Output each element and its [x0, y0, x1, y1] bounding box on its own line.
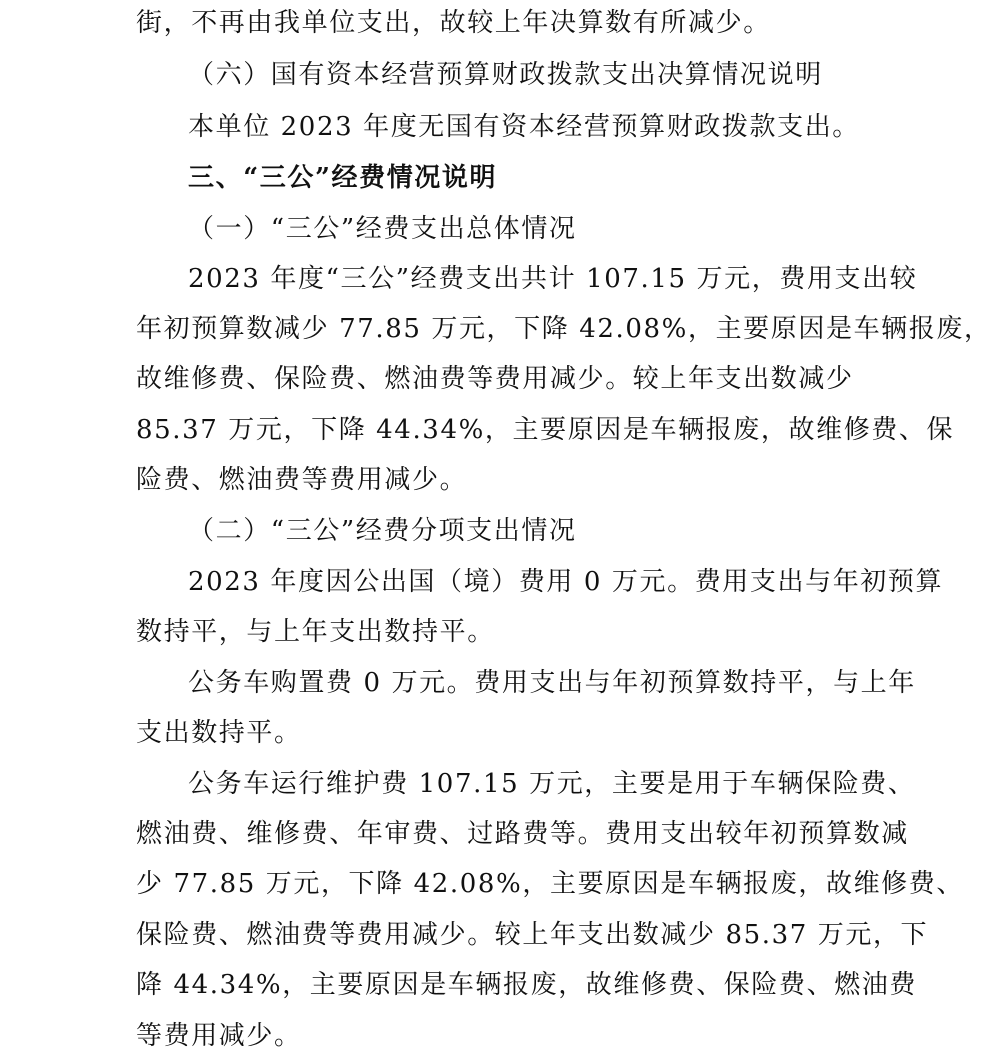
text-line: 保险费、燃油费等费用减少。较上年支出数减少 85.37 万元，下 [136, 920, 929, 950]
text-line: 险费、燃油费等费用减少。 [136, 465, 468, 495]
subsection-heading: （一）“三公”经费支出总体情况 [188, 214, 577, 244]
subsection-heading: （二）“三公”经费分项支出情况 [188, 516, 577, 546]
text-line: 燃油费、维修费、年审费、过路费等。费用支出较年初预算数减 [136, 819, 909, 849]
text-line: 等费用减少。 [136, 1021, 302, 1051]
text-line: 数持平，与上年支出数持平。 [136, 617, 495, 647]
text-line: 降 44.34%，主要原因是车辆报废，故维修费、保险费、燃油费 [136, 970, 918, 1000]
text-line: 故维修费、保险费、燃油费等费用减少。较上年支出数减少 [136, 364, 854, 394]
section-heading: （六）国有资本经营预算财政拨款支出决算情况说明 [188, 60, 823, 90]
text-line: 本单位 2023 年度无国有资本经营预算财政拨款支出。 [188, 112, 860, 142]
text-line: 公务车运行维护费 107.15 万元，主要是用于车辆保险费、 [188, 769, 916, 799]
text-line: 2023 年度“三公”经费支出共计 107.15 万元，费用支出较 [188, 264, 918, 294]
text-line: 年初预算数减少 77.85 万元，下降 42.08%，主要原因是车辆报废， [136, 314, 992, 344]
text-line: 支出数持平。 [136, 718, 302, 748]
text-line: 2023 年度因公出国（境）费用 0 万元。费用支出与年初预算 [188, 567, 944, 597]
text-line: 少 77.85 万元，下降 42.08%，主要原因是车辆报废，故维修费、 [136, 869, 964, 899]
text-line: 公务车购置费 0 万元。费用支出与年初预算数持平，与上年 [188, 668, 916, 698]
text-line: 85.37 万元，下降 44.34%，主要原因是车辆报废，故维修费、保 [136, 415, 955, 445]
text-line: 街，不再由我单位支出，故较上年决算数有所减少。 [136, 8, 771, 38]
section-heading: 三、“三公”经费情况说明 [188, 163, 498, 193]
